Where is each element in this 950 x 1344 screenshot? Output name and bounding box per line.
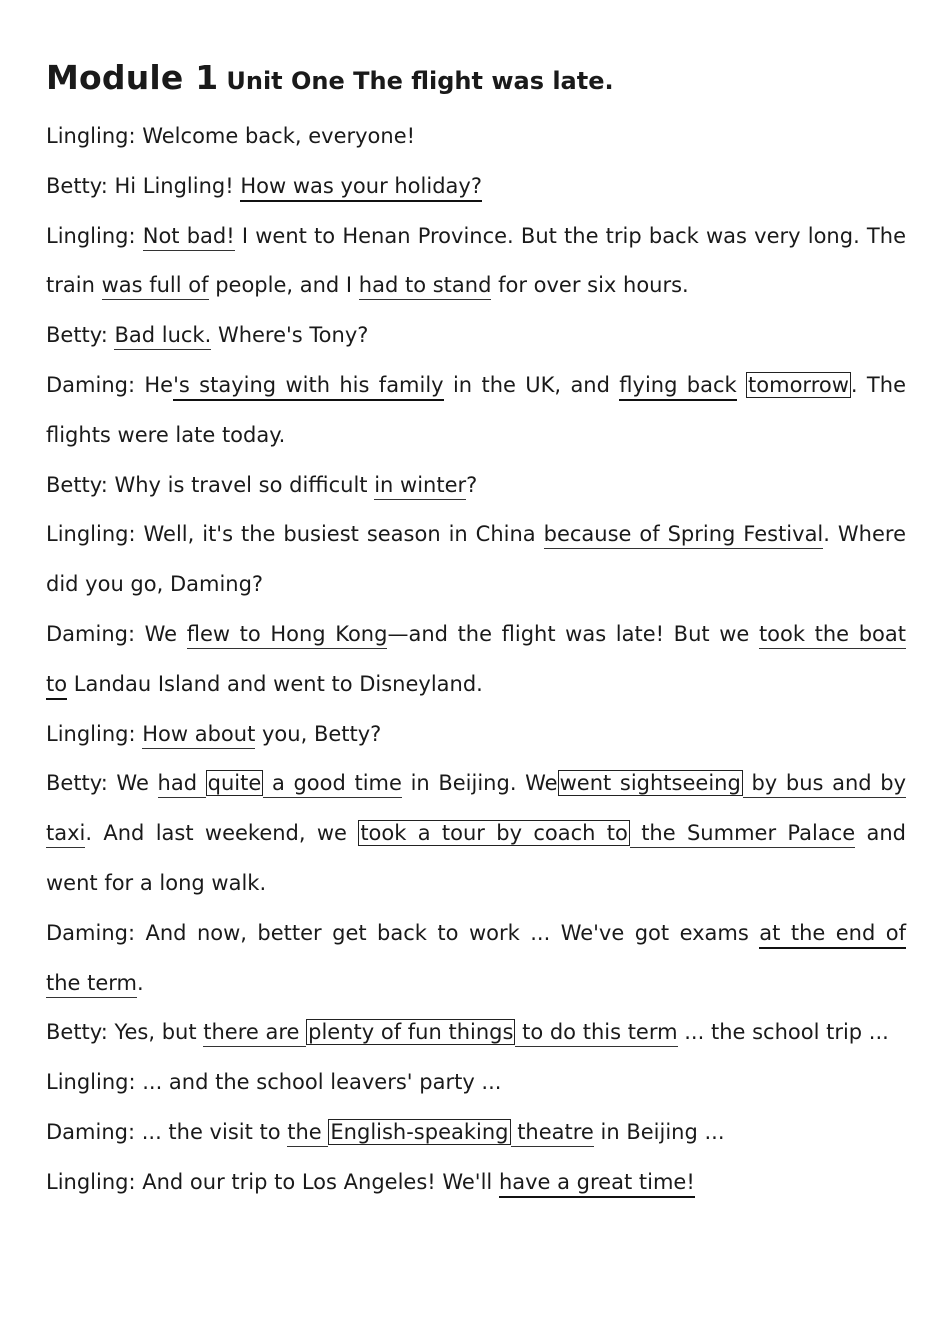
boxed-phrase: took a tour by coach to: [360, 821, 628, 846]
underlined-phrase: the: [287, 1120, 328, 1147]
dialogue-line: [46, 1058, 906, 1108]
unit-heading: Unit One The flight was late.: [226, 67, 614, 95]
dialogue-line: [46, 560, 906, 610]
line-text: people, and I: [208, 273, 359, 298]
line-text: did you go, Daming?: [46, 572, 264, 597]
underlined-phrase: by bus and by: [743, 771, 906, 798]
line-text: and: [855, 821, 907, 846]
line-text: Lingling: Well, it's the busiest season in China: [46, 522, 544, 547]
line-text: Lingling: Welcome back, everyone!: [46, 124, 416, 148]
underlined-phrase: to do this term: [515, 1020, 677, 1047]
underlined-phrase: had: [158, 771, 206, 798]
underlined-phrase: How was your holiday?: [240, 174, 482, 202]
dialogue-line: [46, 162, 906, 212]
dialogue-line: [46, 710, 906, 760]
underlined-phrase: Bad luck.: [114, 323, 211, 350]
underlined-phrase: there are: [203, 1020, 306, 1047]
line-text: Where's Tony?: [211, 323, 369, 348]
line-text: in the UK, and: [443, 372, 620, 397]
underlined-phrase: to: [46, 672, 67, 700]
underlined-phrase: How about: [142, 722, 255, 749]
underlined-phrase: the term: [46, 971, 137, 998]
dialogue-line: [46, 1158, 906, 1208]
line-text: Betty: Hi Lingling!: [46, 173, 241, 198]
document-page: [46, 54, 906, 1208]
line-text: went for a long walk.: [46, 870, 267, 895]
line-text: Lingling: And our trip to Los Angeles! We'll: [46, 1169, 499, 1194]
underlined-phrase: was full of: [102, 273, 209, 300]
underlined-phrase: Not bad!: [143, 224, 235, 251]
dialogue-line: [46, 1108, 906, 1158]
line-text: for over six hours.: [491, 273, 689, 298]
underlined-phrase: have a great time!: [499, 1170, 695, 1198]
dialogue-line: [46, 660, 906, 710]
underlined-phrase: a good time: [263, 771, 402, 798]
dialogue-line: [46, 610, 906, 660]
line-text: .: [137, 970, 144, 995]
boxed-phrase: plenty of fun things: [308, 1020, 514, 1045]
dialogue-line: [46, 411, 906, 461]
dialogue-line: [46, 859, 906, 909]
underlined-phrase: had to stand: [359, 273, 492, 300]
line-text: I went to Henan Province. But the trip back was very long. The: [234, 223, 906, 248]
line-text: Daming: He: [46, 372, 174, 397]
page-title: [46, 54, 906, 102]
line-text: you, Betty?: [255, 721, 382, 746]
line-text: Betty: Yes, but: [46, 1020, 204, 1045]
dialogue-line: [46, 212, 906, 262]
boxed-phrase: tomorrow: [748, 372, 849, 397]
dialogue-line: [46, 959, 906, 1009]
line-text: —and the flight was late! But we: [387, 621, 759, 646]
underlined-phrase: theatre: [511, 1120, 594, 1147]
line-text: Landau Island and went to Disneyland.: [67, 671, 483, 696]
line-text: flights were late today.: [46, 422, 286, 447]
module-heading: Module 1: [46, 58, 219, 97]
line-text: . Where: [823, 522, 906, 547]
dialogue-line: [46, 759, 906, 809]
line-text: train: [46, 273, 102, 298]
line-text: Betty: We: [46, 771, 158, 796]
line-text: [737, 373, 746, 397]
dialogue-line: [46, 461, 906, 511]
dialogue-line: [46, 261, 906, 311]
underlined-phrase: took the boat: [759, 622, 906, 649]
line-text: . And last weekend, we: [85, 821, 359, 846]
line-text: ?: [466, 472, 478, 497]
line-text: Lingling:: [46, 721, 143, 746]
boxed-phrase: English-speaking: [330, 1119, 509, 1144]
boxed-phrase: quite: [207, 771, 262, 796]
underlined-phrase: in winter: [374, 473, 466, 500]
dialogue-line: [46, 909, 906, 959]
underlined-phrase: the Summer Palace: [630, 821, 855, 848]
dialogue-line: [46, 809, 906, 859]
line-text: Daming: ... the visit to: [46, 1119, 288, 1144]
dialogue-line: [46, 1008, 906, 1058]
dialogue-line: [46, 361, 906, 411]
line-text: in Beijing. We: [401, 771, 558, 796]
dialogue-line: [46, 112, 906, 162]
dialogue-line: [46, 510, 906, 560]
line-text: Betty:: [46, 323, 115, 348]
underlined-phrase: at the end of: [759, 921, 906, 949]
underlined-phrase: flying back: [619, 373, 736, 401]
line-text: Daming: We: [46, 621, 187, 646]
line-text: Lingling: ... and the school leavers' party ...: [46, 1070, 502, 1095]
underlined-phrase: flew to Hong Kong: [187, 622, 388, 649]
underlined-phrase: taxi: [46, 821, 85, 848]
line-text: in Beijing ...: [593, 1119, 725, 1144]
dialogue-line: [46, 311, 906, 361]
boxed-phrase: went sightseeing: [559, 771, 741, 796]
line-text: Lingling:: [46, 223, 143, 248]
underlined-phrase: because of Spring Festival: [544, 522, 824, 549]
line-text: Daming: And now, better get back to work ... We've got exams: [46, 920, 760, 945]
line-text: ... the school trip ...: [677, 1020, 889, 1045]
line-text: Betty: Why is travel so difficult: [46, 472, 375, 497]
line-text: . The: [850, 372, 906, 397]
underlined-phrase: 's staying with his family: [173, 373, 444, 401]
